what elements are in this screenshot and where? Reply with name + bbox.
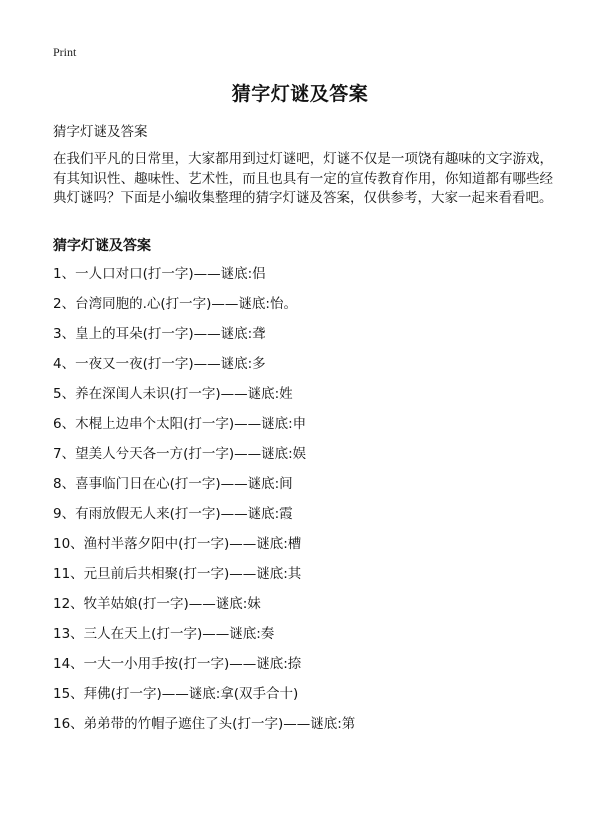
riddle-item: 6、木棍上边串个太阳(打一字)——谜底:申 (53, 416, 307, 432)
riddle-item: 15、拜佛(打一字)——谜底:拿(双手合十) (53, 686, 299, 702)
riddle-item: 14、一大一小用手按(打一字)——谜底:捺 (53, 656, 302, 672)
riddle-item: 10、渔村半落夕阳中(打一字)——谜底:槽 (53, 536, 302, 552)
riddle-item: 1、一人口对口(打一字)——谜底:侣 (53, 266, 266, 282)
print-link[interactable]: Print (53, 45, 77, 59)
riddle-item: 12、牧羊姑娘(打一字)——谜底:妹 (53, 596, 261, 612)
page-title: 猜字灯谜及答案 (231, 83, 369, 105)
riddle-list (53, 264, 355, 744)
riddle-item: 4、一夜又一夜(打一字)——谜底:多 (53, 356, 266, 372)
riddle-item: 7、望美人兮天各一方(打一字)——谜底:娱 (53, 446, 307, 462)
riddle-item: 11、元旦前后共相聚(打一字)——谜底:其 (53, 566, 302, 582)
section-heading: 猜字灯谜及答案 (53, 238, 151, 254)
article-subtitle: 猜字灯谜及答案 (53, 124, 148, 140)
riddle-item: 5、养在深闺人未识(打一字)——谜底:姓 (53, 386, 293, 402)
riddle-item: 13、三人在天上(打一字)——谜底:奏 (53, 626, 275, 642)
riddle-item: 3、皇上的耳朵(打一字)——谜底:聋 (53, 326, 266, 342)
riddle-item: 2、台湾同胞的.心(打一字)——谜底:怡。 (53, 296, 297, 312)
riddle-item: 8、喜事临门日在心(打一字)——谜底:间 (53, 476, 293, 492)
riddle-item: 16、弟弟带的竹帽子遮住了头(打一字)——谜底:第 (53, 716, 356, 732)
intro-paragraph: 在我们平凡的日常里，大家都用到过灯谜吧，灯谜不仅是一项饶有趣味的文字游戏，有其知识性、趣味性、艺术性，而且也具有一定的宣传教育作用，你知道都有哪些经典灯谜吗？下面是小编收集整理的猜字灯谜及答案，仅供参考，大家一起来看看吧。 (53, 151, 553, 206)
riddle-item: 9、有雨放假无人来(打一字)——谜底:霞 (53, 506, 293, 522)
